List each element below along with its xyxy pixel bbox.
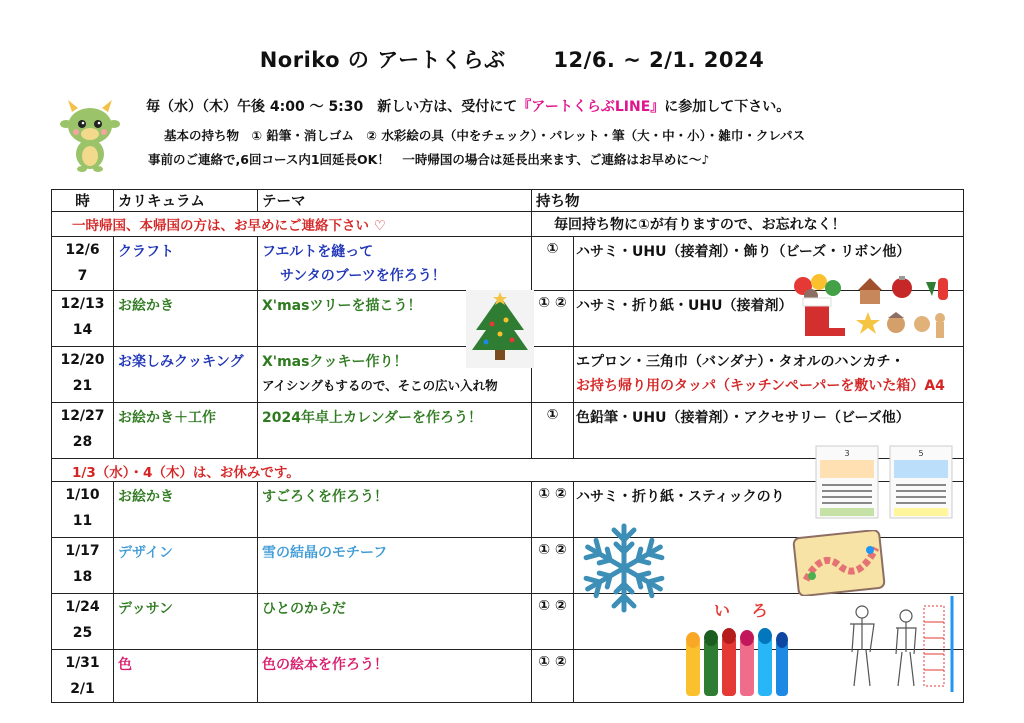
- schedule-info: 毎（水）（木）午後 4:00 〜 5:30 新しい方は、受付にて『アートくらぶLINE』に参加して下さい。: [146, 99, 791, 115]
- lesson-date: 12/27 28: [52, 403, 114, 459]
- theme-cell: フエルトを縫って サンタのブーツを作ろう！: [258, 237, 532, 291]
- basic-supplies: 基本の持ち物 ① 鉛筆・消しゴム ② 水彩絵の具（中をチェック）・パレット・筆（大・中・小）・雑巾・クレパス: [164, 128, 805, 143]
- curriculum-cell: お絵かき: [114, 482, 258, 538]
- page-title: [0, 44, 1024, 74]
- curriculum-cell: お絵かき＋工作: [114, 403, 258, 459]
- holiday-notice: 1/3（水）・4（木）は、お休みです。: [52, 459, 964, 482]
- christmas-cookies-icon: [852, 272, 952, 344]
- calendar-3-icon: [814, 444, 880, 520]
- table-header-row: [52, 190, 964, 212]
- svg-text:5: 5: [918, 449, 924, 458]
- lesson-date: 12/13 14: [52, 291, 114, 347]
- lesson-date: 1/17 18: [52, 538, 114, 594]
- crayons-icon: [680, 622, 790, 702]
- svg-text:3: 3: [844, 449, 850, 458]
- supply-number: [532, 347, 574, 403]
- santa-boot-icon: [785, 272, 850, 344]
- items-cell: ハサミ・UHU（接着剤）・飾り（ビーズ・リボン他）: [574, 237, 964, 291]
- supply-number: ①: [532, 403, 574, 459]
- header-items: 持ち物: [532, 190, 964, 212]
- lesson-date: 1/31 2/1: [52, 650, 114, 703]
- supply-number: ①: [532, 237, 574, 291]
- supply-number: ① ②: [532, 538, 574, 594]
- items-cell: ハサミ・折り紙・スティックのり: [574, 482, 964, 538]
- human-figure-sketch-icon: [840, 592, 956, 696]
- lesson-date: 12/6 7: [52, 237, 114, 291]
- supply-number: ① ②: [532, 650, 574, 703]
- supply-number: ① ②: [532, 594, 574, 650]
- supply-number: ① ②: [532, 291, 574, 347]
- curriculum-cell: 色: [114, 650, 258, 703]
- snowflake-icon: [578, 520, 670, 616]
- bring-reminder: 毎回持ち物に①が有りますので、お忘れなく！: [532, 212, 964, 237]
- items-cell: 色鉛筆・UHU（接着剤）・アクセサリー（ビーズ他）: [574, 403, 964, 459]
- line-group-name: 『アートくらぶLINE』: [517, 99, 665, 115]
- notice-row: [52, 212, 964, 237]
- theme-cell: 色の絵本を作ろう！: [258, 650, 532, 703]
- contact-note: 事前のご連絡で,6回コース内1回延長OK！ 一時帰国の場合は延長出来ます、ご連絡はお早めに〜♪: [148, 152, 710, 167]
- theme-cell: X'masツリーを描こう！: [258, 291, 532, 347]
- header-curriculum: カリキュラム: [114, 190, 258, 212]
- theme-cell: 雪の結晶のモチーフ: [258, 538, 532, 594]
- items-cell: エプロン・三角巾（バンダナ）・タオルのハンカチ・ お持ち帰り用のタッパ（キッチンペーパーを敷いた箱）A4: [574, 347, 964, 403]
- sugoroku-board-icon: [792, 530, 886, 596]
- table-row: [52, 650, 964, 703]
- items-cell: ハサミ・折り紙・UHU（接着剤）: [574, 291, 964, 347]
- theme-cell: ひとのからだ: [258, 594, 532, 650]
- supply-number: ① ②: [532, 482, 574, 538]
- curriculum-cell: お楽しみクッキング: [114, 347, 258, 403]
- curriculum-cell: クラフト: [114, 237, 258, 291]
- lesson-date: 1/10 11: [52, 482, 114, 538]
- return-notice: 一時帰国、本帰国の方は、お早めにご連絡下さい ♡: [52, 212, 532, 237]
- table-row: [52, 594, 964, 650]
- curriculum-cell: デッサン: [114, 594, 258, 650]
- crayon-label: い ろ: [714, 601, 776, 620]
- club-title: Noriko の アートくらぶ: [259, 48, 506, 72]
- lesson-date: 12/20 21: [52, 347, 114, 403]
- dragon-mascot-icon: [58, 98, 122, 172]
- lesson-date: 1/24 25: [52, 594, 114, 650]
- curriculum-cell: お絵かき: [114, 291, 258, 347]
- header-date: 時: [52, 190, 114, 212]
- christmas-tree-icon: [466, 290, 534, 368]
- theme-cell: X'masクッキー作り！ アイシングもするので、そこの広い入れ物: [258, 347, 532, 403]
- date-range: 12/6. ~ 2/1. 2024: [553, 48, 765, 72]
- theme-cell: 2024年卓上カレンダーを作ろう！: [258, 403, 532, 459]
- curriculum-cell: デザイン: [114, 538, 258, 594]
- header-theme: テーマ: [258, 190, 532, 212]
- calendar-5-icon: [888, 444, 954, 520]
- theme-cell: すごろくを作ろう！: [258, 482, 532, 538]
